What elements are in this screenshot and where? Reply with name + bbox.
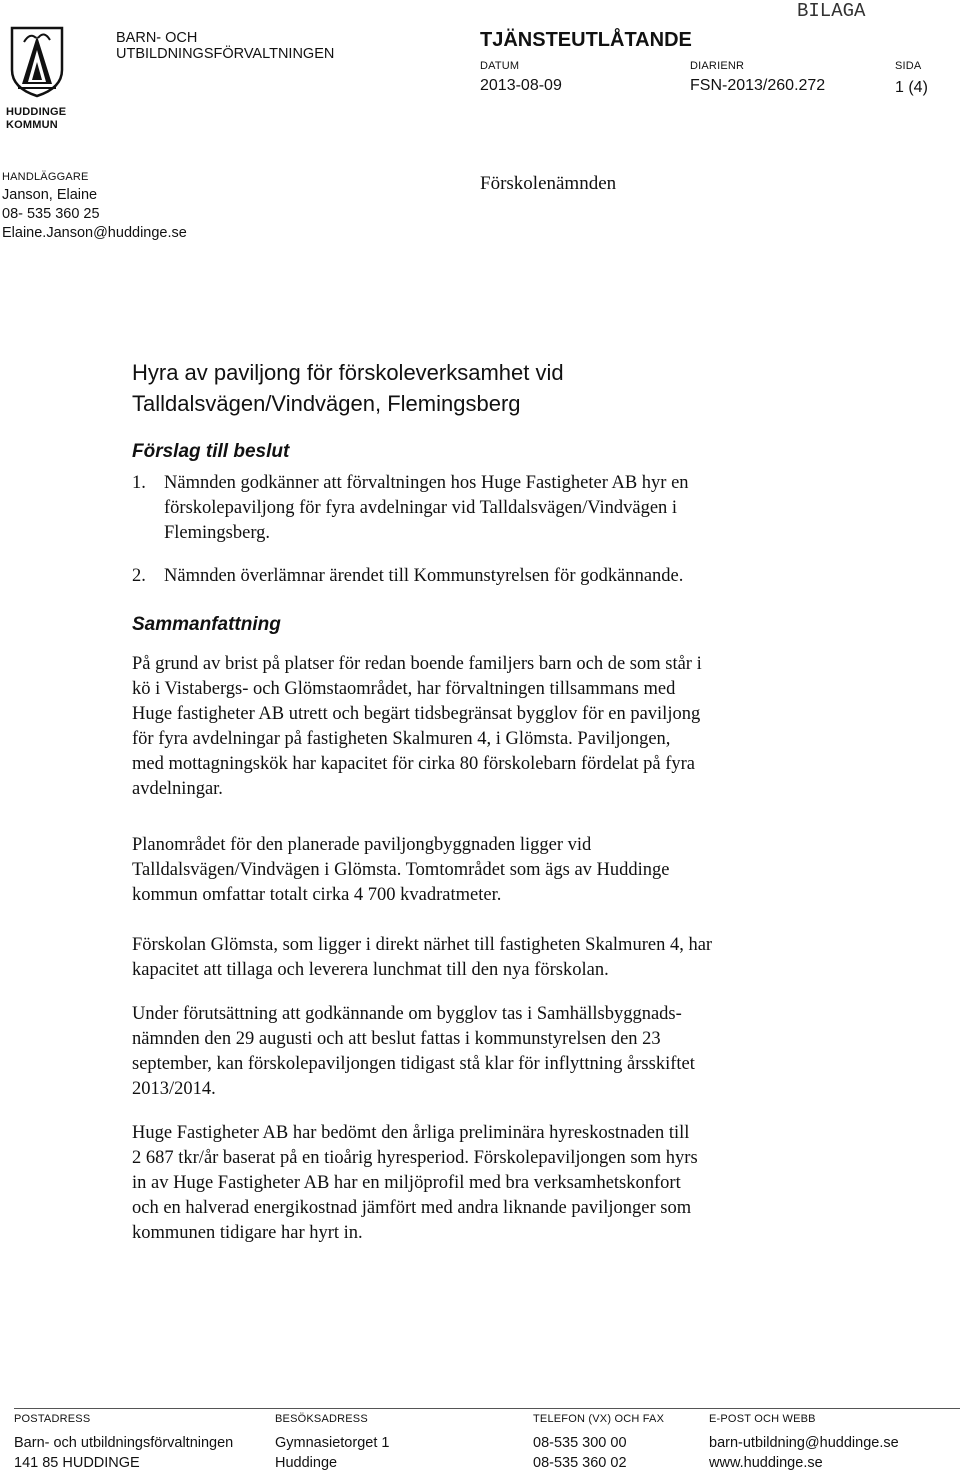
organization-name [116,30,334,62]
footer-post-line2: 141 85 HUDDINGE [14,1455,140,1471]
organization-line2: UTBILDNINGSFÖRVALTNINGEN [116,46,335,62]
datum-value: 2013-08-09 [480,77,562,94]
paragraph-line: På grund av brist på platser för redan boende familjers barn och de som står i [132,654,702,674]
footer-divider [14,1408,960,1409]
footer-web-label: E-POST OCH WEBB [709,1413,816,1425]
paragraph-line: september, kan förskolepaviljongen tidigast stå klar för inflyttning årsskiftet [132,1054,695,1074]
paragraph-line: Huge fastigheter AB utrett och begärt tidsbegränsat bygglov för en paviljong [132,704,701,724]
paragraph-line: Förskolan Glömsta, som ligger i direkt närhet till fastigheten Skalmuren 4, har [132,935,713,955]
proposal-item2-text: Nämnden överlämnar ärendet till Kommunstyrelsen för godkännande. [164,566,684,586]
footer-web [709,1413,899,1473]
footer-phone-label: TELEFON (VX) OCH FAX [533,1413,665,1425]
footer-phone-line2: 08-535 360 02 [533,1455,627,1471]
paragraph-line: kommun omfattar totalt cirka 4 700 kvadratmeter. [132,885,502,905]
proposal-item1-number: 1. [132,473,146,493]
proposal-heading: Förslag till beslut [132,441,290,462]
paragraph-line: kommunen tidigare har hyrt in. [132,1223,363,1243]
datum-label: DATUM [480,60,520,72]
paragraph-line: 2013/2014. [132,1079,216,1099]
footer-visit-line2: Huddinge [275,1455,338,1471]
recipient: Förskolenämnden [480,173,617,194]
proposal-item1-line: Flemingsberg. [164,523,271,543]
summary-paragraph-5 [132,1121,832,1246]
summary-paragraph-3 [132,933,832,983]
footer-website-link[interactable]: www.huddinge.se [709,1455,823,1471]
summary-heading: Sammanfattning [132,614,281,635]
sida-label: SIDA [895,60,922,72]
paragraph-line: Under förutsättning att godkännande om bygglov tas i Samhällsbyggnads- [132,1004,682,1024]
paragraph-line: in av Huge Fastigheter AB har en miljöprofil med bra verksamhetskonfort [132,1173,681,1193]
paragraph-line: nämnden den 29 augusti och att beslut fattas i kommunstyrelsen den 23 [132,1029,661,1049]
paragraph-line: Huge Fastigheter AB har bedömt den årliga preliminära hyreskostnaden till [132,1123,690,1143]
footer-postal-address [14,1413,233,1473]
paragraph-line: Planområdet för den planerade paviljongbyggnaden ligger vid [132,835,592,855]
title-line2: Talldalsvägen/Vindvägen, Flemingsberg [132,391,521,416]
paragraph-line: med mottagningskök har kapacitet för cirka 80 förskolebarn fördelat på fyra [132,754,696,774]
proposal-item2 [164,564,844,589]
proposal-item1-line: förskolepaviljong för fyra avdelningar vid Talldalsvägen/Vindvägen i [164,498,678,518]
handler-info [2,186,187,243]
footer-visit-label: BESÖKSADRESS [275,1413,368,1425]
proposal-item1 [164,471,844,546]
proposal-item2-number: 2. [132,566,146,586]
footer-visit-address [275,1413,389,1473]
bilaga-label: BILAGA [797,0,866,22]
paragraph-line: avdelningar. [132,779,223,799]
handler-name: Janson, Elaine [2,187,98,203]
summary-paragraph-2 [132,833,832,908]
paragraph-line: Talldalsvägen/Vindvägen i Glömsta. Tomtområdet som ägs av Huddinge [132,860,670,880]
footer-phone-line1: 08-535 300 00 [533,1435,627,1451]
handler-phone: 08- 535 360 25 [2,206,100,222]
footer-post-line1: Barn- och utbildningsförvaltningen [14,1435,234,1451]
handler-label: HANDLÄGGARE [2,171,89,183]
summary-paragraph-4 [132,1002,832,1102]
summary-paragraph-1 [132,652,832,802]
paragraph-line: kapacitet att tillaga och leverera lunchmat till den nya förskolan. [132,960,609,980]
footer-phone [533,1413,664,1473]
diarienr-label: DIARIENR [690,60,745,72]
organization-line1: BARN- OCH [116,30,198,46]
page-title [132,357,564,419]
title-line1: Hyra av paviljong för förskoleverksamhet vid [132,360,564,385]
paragraph-line: 2 687 tkr/år baserat på en tioårig hyresperiod. Förskolepaviljongen som hyrs [132,1148,698,1168]
footer-email-link[interactable]: barn-utbildning@huddinge.se [709,1435,899,1451]
paragraph-line: för fyra avdelningar på fastigheten Skalmuren 4, i Glömsta. Paviljongen, [132,729,671,749]
logo-text-line2: KOMMUN [6,119,58,131]
handler-email: Elaine.Janson@huddinge.se [2,225,187,241]
paragraph-line: kö i Vistabergs- och Glömstaområdet, har förvaltningen tillsammans med [132,679,676,699]
huddinge-kommun-logo [6,26,70,134]
diarienr-value: FSN-2013/260.272 [690,77,826,94]
logo-text-line1: HUDDINGE [6,106,67,118]
footer-post-label: POSTADRESS [14,1413,91,1425]
sida-value: 1 (4) [895,79,928,96]
paragraph-line: och en halverad energikostnad jämfört med andra liknande paviljonger som [132,1198,692,1218]
proposal-item1-line: Nämnden godkänner att förvaltningen hos Huge Fastigheter AB hyr en [164,473,689,493]
municipal-emblem-icon [10,26,64,98]
document-type: TJÄNSTEUTLÅTANDE [480,29,692,51]
footer-visit-line1: Gymnasietorget 1 [275,1435,390,1451]
